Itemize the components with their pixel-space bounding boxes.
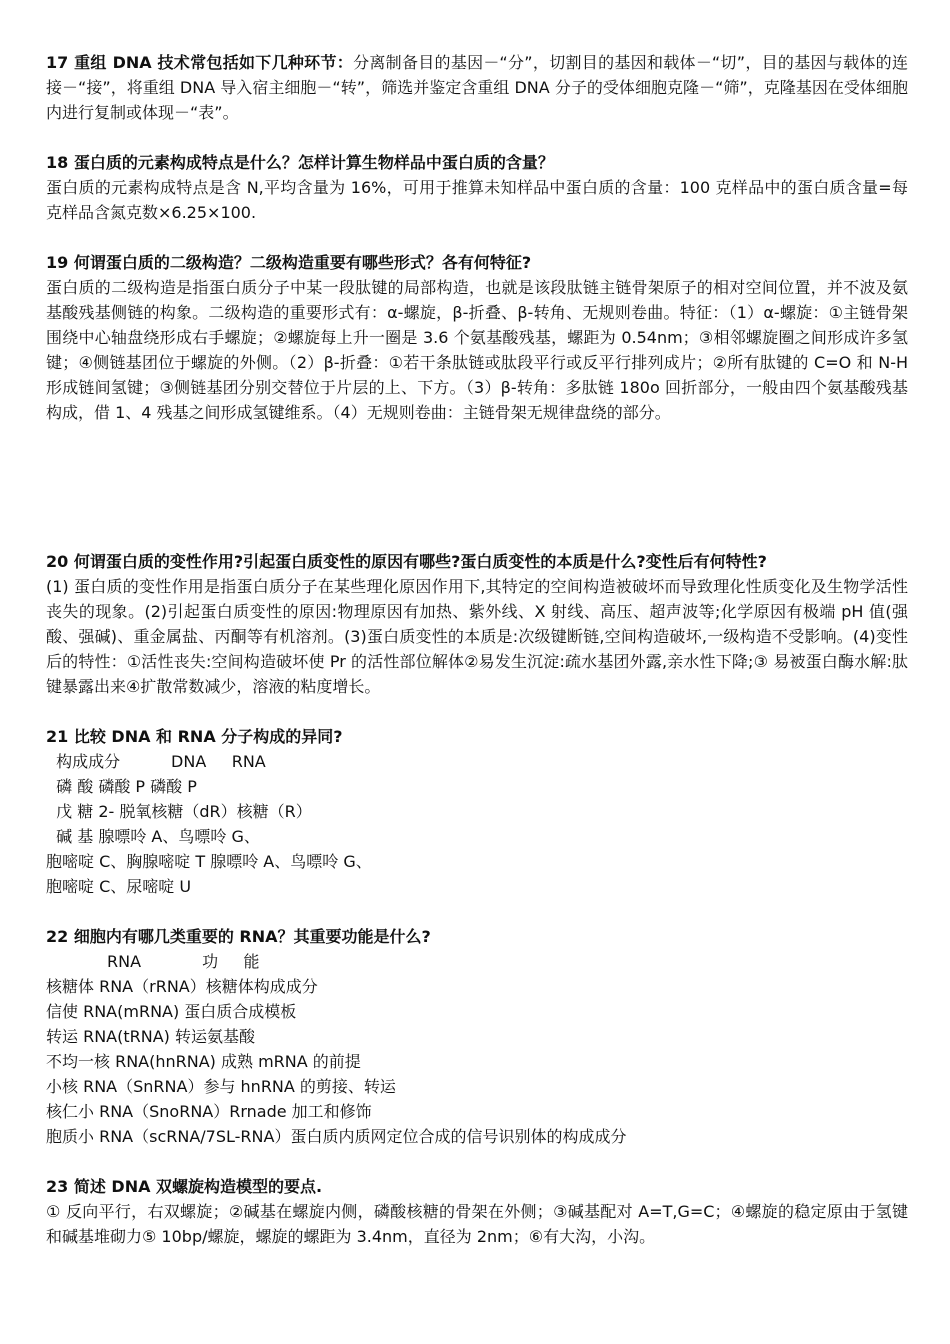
question-17-body: 分离制备目的基因－“分”，切割目的基因和载体－“切”，目的基因与载体的连接－“接”，将重组 DNA 导入宿主细胞－“转”，筛选并鉴定含重组 DNA 分子的受体细胞克隆－“筛”，克隆基因在受体细胞内进行复制或体现－“表”。 <box>46 53 908 122</box>
question-20-title: 20 何谓蛋白质的变性作用?引起蛋白质变性的原因有哪些?蛋白质变性的本质是什么?变性后有何特性? <box>46 552 767 571</box>
q21-line: 戊 糖 2- 脱氧核糖（dR）核糖（R） <box>46 802 312 821</box>
question-21 <box>46 724 908 899</box>
question-20-body: (1) 蛋白质的变性作用是指蛋白质分子在某些理化原因作用下,其特定的空间构造被破坏而导致理化性质变化及生物学活性丧失的现象。(2)引起蛋白质变性的原因:物理原因有加热、紫外线、X 射线、高压、超声波等;化学原因有极端 pH 值(强酸、强碱)、重金属盐、丙酮等有机溶剂。(3)蛋白质变性的本质是:次级键断链,空间构造破坏,一级构造不受影响。(4)变性后的特性：①活性丧失:空间构造破坏使 Pr 的活性部位解体②易发生沉淀:疏水基团外露,亲水性下降;③ 易被蛋白酶水解:肽键暴露出来④扩散常数减少，溶液的粘度增长。 <box>46 577 908 696</box>
question-18 <box>46 150 908 225</box>
q22-line: 信使 RNA(mRNA) 蛋白质合成模板 <box>46 1002 297 1021</box>
document-page <box>46 50 908 1249</box>
question-17-paragraph <box>46 50 908 125</box>
question-23-body: ① 反向平行，右双螺旋；②碱基在螺旋内侧，磷酸核糖的骨架在外侧；③碱基配对 A=T,G=C；④螺旋的稳定原由于氢键和碱基堆砌力⑤ 10bp/螺旋，螺旋的螺距为 3.4nm，直径为 2nm；⑥有大沟，小沟。 <box>46 1202 908 1246</box>
q21-line: 碱 基 腺嘌呤 A、鸟嘌呤 G、 <box>46 827 260 846</box>
question-18-title: 18 蛋白质的元素构成特点是什么？怎样计算生物样品中蛋白质的含量？ <box>46 153 554 172</box>
question-17 <box>46 50 908 125</box>
q21-line: 构成成分 DNA RNA <box>46 752 266 771</box>
q21-line: 磷 酸 磷酸 P 磷酸 P <box>46 777 197 796</box>
q22-line: 核糖体 RNA（rRNA）核糖体构成成分 <box>46 977 318 996</box>
question-19 <box>46 250 908 425</box>
question-18-body: 蛋白质的元素构成特点是含 N,平均含量为 16%，可用于推算未知样品中蛋白质的含量：100 克样品中的蛋白质含量=每克样品含氮克数×6.25×100. <box>46 178 908 222</box>
q22-line: 核仁小 RNA（SnoRNA）Rrnade 加工和修饰 <box>46 1102 372 1121</box>
question-21-title: 21 比较 DNA 和 RNA 分子构成的异同? <box>46 727 343 746</box>
q22-line: 转运 RNA(tRNA) 转运氨基酸 <box>46 1027 255 1046</box>
question-22 <box>46 924 908 1149</box>
q21-line: 胞嘧啶 C、胸腺嘧啶 T 腺嘌呤 A、鸟嘌呤 G、 <box>46 852 372 871</box>
q22-line: 胞质小 RNA（scRNA/7SL-RNA）蛋白质内质网定位合成的信号识别体的构成成分 <box>46 1127 627 1146</box>
question-19-title: 19 何谓蛋白质的二级构造？二级构造重要有哪些形式？各有何特征? <box>46 253 532 272</box>
q21-line: 胞嘧啶 C、尿嘧啶 U <box>46 877 192 896</box>
q22-line: 小核 RNA（SnRNA）参与 hnRNA 的剪接、转运 <box>46 1077 396 1096</box>
q22-line: RNA 功 能 <box>46 952 260 971</box>
question-20 <box>46 549 908 699</box>
question-23 <box>46 1174 908 1249</box>
q22-line: 不均一核 RNA(hnRNA) 成熟 mRNA 的前提 <box>46 1052 361 1071</box>
question-23-title: 23 简述 DNA 双螺旋构造模型的要点. <box>46 1177 323 1196</box>
question-19-body: 蛋白质的二级构造是指蛋白质分子中某一段肽键的局部构造，也就是该段肽链主链骨架原子的相对空间位置，并不波及氨基酸残基侧链的构象。二级构造的重要形式有：α-螺旋，β-折叠、β-转角、无规则卷曲。特征：（1）α-螺旋：①主链骨架围绕中心轴盘绕形成右手螺旋；②螺旋每上升一圈是 3.6 个氨基酸残基，螺距为 0.54nm；③相邻螺旋圈之间形成许多氢键；④侧链基团位于螺旋的外侧。（2）β-折叠：①若干条肽链或肽段平行或反平行排列成片；②所有肽键的 C=O 和 N-H 形成链间氢键；③侧链基团分别交替位于片层的上、下方。（3）β-转角：多肽链 180o 回折部分，一般由四个氨基酸残基构成，借 1、4 残基之间形成氢键维系。（4）无规则卷曲：主链骨架无规律盘绕的部分。 <box>46 278 908 422</box>
question-17-title: 17 重组 DNA 技术常包括如下几种环节： <box>46 53 354 72</box>
question-22-title: 22 细胞内有哪几类重要的 RNA？其重要功能是什么? <box>46 927 431 946</box>
